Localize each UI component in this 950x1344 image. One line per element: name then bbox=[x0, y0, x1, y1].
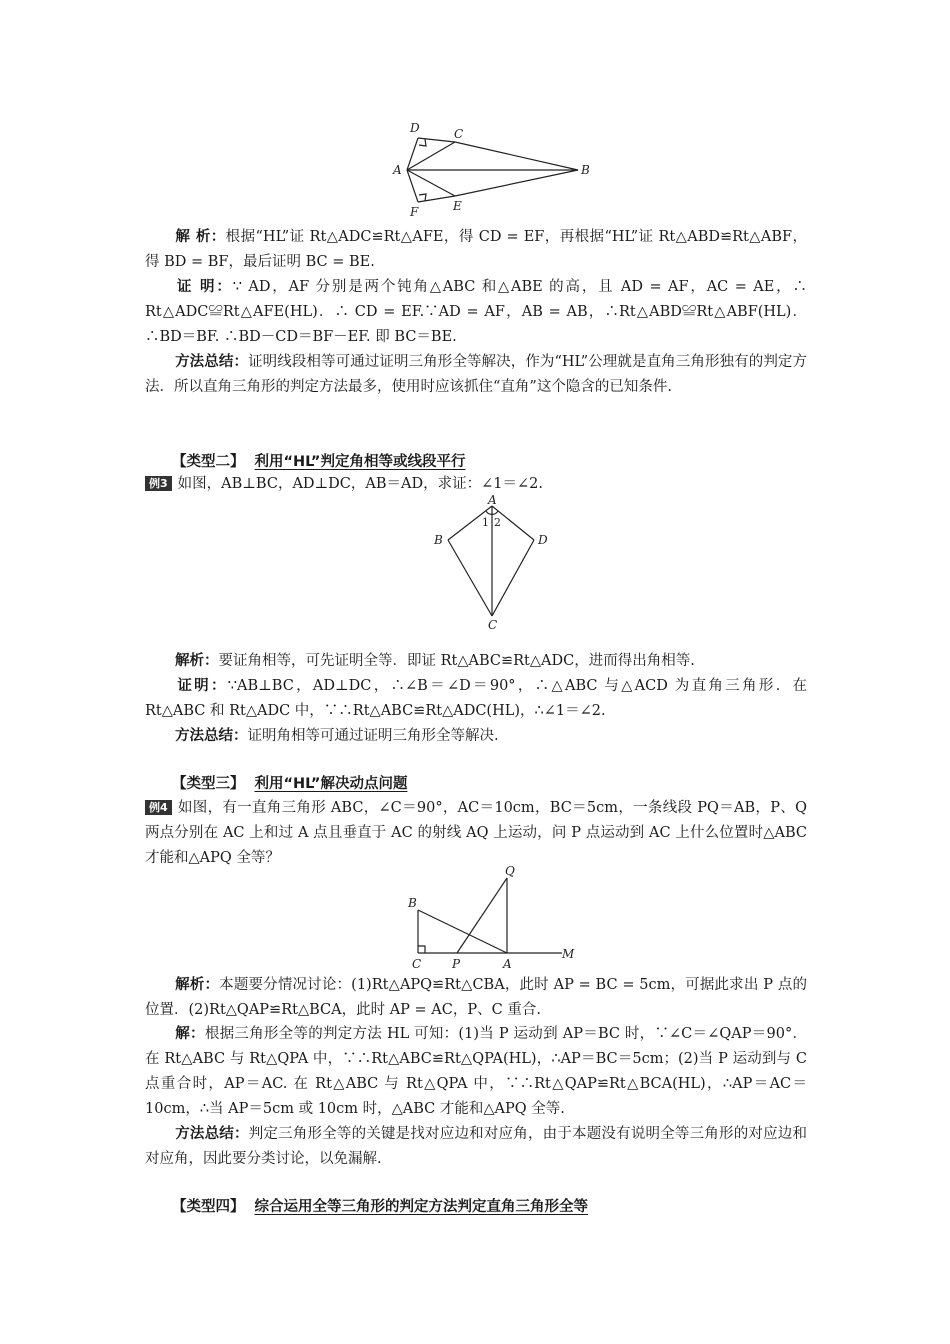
type3-tag: 【类型三】 bbox=[172, 776, 245, 792]
type3-title: 利用“HL”解决动点问题 bbox=[254, 776, 408, 792]
fig1-label-a: A bbox=[393, 163, 402, 177]
fig1-label-d: D bbox=[410, 121, 420, 135]
fig4-label-m: M bbox=[562, 947, 575, 961]
type2-title: 利用“HL”判定角相等或线段平行 bbox=[254, 454, 466, 470]
ex4-solution-label: 解： bbox=[175, 1026, 205, 1042]
type2-tag: 【类型二】 bbox=[172, 454, 245, 470]
figure-dynamic-point bbox=[404, 864, 580, 974]
ex2-proof-label: 证 明： bbox=[175, 279, 233, 295]
fig4-label-a: A bbox=[503, 957, 512, 971]
ex4-summary-label: 方法总结： bbox=[175, 1126, 249, 1142]
type4-title: 综合运用全等三角形的判定方法判定直角三角形全等 bbox=[254, 1199, 588, 1215]
ex3-question-text: 如图，AB⊥BC，AD⊥DC，AB＝AD，求证：∠1＝∠2. bbox=[177, 476, 543, 492]
figure-kite-abc-abe bbox=[390, 118, 600, 222]
figure-kite-abcd bbox=[428, 494, 558, 632]
ex4-summary-text: 判定三角形全等的关键是找对应边和对应角，由于本题没有说明全等三角形的对应边和对应角，因此要分类讨论，以免漏解. bbox=[145, 1126, 807, 1167]
ex3-proof-text: ∵AB⊥BC，AD⊥DC，∴∠B＝∠D＝90°，∴△ABC 与△ACD 为直角三角形．在 Rt△ABC 和 Rt△ADC 中，∵∴Rt△ABC≌Rt△ADC(HL)，∴∠1＝∠2. bbox=[145, 678, 808, 719]
ex2-summary bbox=[145, 350, 807, 400]
type4-heading bbox=[172, 1196, 588, 1218]
fig4-label-c: C bbox=[412, 957, 422, 971]
fig1-label-f: F bbox=[410, 205, 419, 219]
fig3-angle-2: 2 bbox=[494, 516, 501, 529]
fig3-label-a: A bbox=[488, 494, 497, 507]
fig3-angle-1: 1 bbox=[482, 516, 489, 529]
ex4-summary bbox=[145, 1122, 807, 1172]
ex2-proof bbox=[145, 275, 807, 350]
fig1-label-e: E bbox=[453, 199, 462, 213]
fig1-label-b: B bbox=[581, 163, 590, 177]
fig1-label-c: C bbox=[454, 127, 464, 141]
fig4-label-q: Q bbox=[505, 864, 515, 878]
fig3-label-d: D bbox=[538, 533, 548, 547]
ex2-analysis bbox=[145, 225, 807, 275]
ex3-analysis bbox=[145, 649, 807, 674]
fig4-label-b: B bbox=[408, 896, 417, 910]
ex3-summary-text: 证明角相等可通过证明三角形全等解决. bbox=[247, 728, 499, 744]
ex4-analysis-text: 本题要分情况讨论：(1)Rt△APQ≌Rt△CBA，此时 AP = BC = 5cm，可据此求出 P 点的位置．(2)Rt△QAP≌Rt△BCA，此时 AP = AC，P、C 重合. bbox=[145, 977, 807, 1018]
ex3-analysis-text: 要证角相等，可先证明全等．即证 Rt△ABC≌Rt△ADC，进而得出角相等. bbox=[218, 653, 695, 669]
type2-heading bbox=[172, 451, 465, 473]
ex4-analysis bbox=[145, 973, 807, 1023]
ex2-analysis-label: 解 析： bbox=[175, 229, 226, 245]
fig3-label-c: C bbox=[488, 618, 498, 632]
ex3-summary-label: 方法总结： bbox=[175, 728, 248, 744]
type3-heading bbox=[172, 773, 407, 795]
ex2-proof-text: ∵ AD，AF 分别是两个钝角△ABC 和△ABE 的高，且 AD = AF，AC = AE，∴ Rt△ADC≌Rt△AFE(HL)．∴ CD = EF.∵AD = AF，AB = AB，∴Rt△ABD≌Rt△ABF(HL)．∴BD＝BF. ∴BD－CD＝BF－EF. 即 BC＝BE. bbox=[145, 279, 807, 345]
ex2-summary-label: 方法总结： bbox=[175, 354, 249, 370]
ex4-badge: 例4 bbox=[145, 800, 172, 815]
ex4-question-text: 如图，有一直角三角形 ABC，∠C＝90°，AC＝10cm，BC＝5cm，一条线段 PQ＝AB，P、Q 两点分别在 AC 上和过 A 点且垂直于 AC 的射线 AQ 上运动，问 P 点运动到 AC 上什么位置时△ABC 才能和△APQ 全等？ bbox=[145, 800, 807, 866]
ex3-summary bbox=[145, 724, 807, 749]
fig4-label-p: P bbox=[452, 957, 461, 971]
ex4-analysis-label: 解析： bbox=[175, 977, 220, 993]
ex3-proof-label: 证明： bbox=[175, 678, 228, 694]
fig3-label-b: B bbox=[434, 533, 443, 547]
ex4-question bbox=[145, 796, 807, 871]
ex3-analysis-label: 解析： bbox=[175, 653, 219, 669]
ex3-badge: 例3 bbox=[145, 476, 172, 491]
type4-tag: 【类型四】 bbox=[172, 1199, 245, 1215]
ex3-proof bbox=[145, 674, 807, 724]
ex2-summary-text: 证明线段相等可通过证明三角形全等解决，作为“HL”公理就是直角三角形独有的判定方法．所以直角三角形的判定方法最多，使用时应该抓住“直角”这个隐含的已知条件. bbox=[145, 354, 808, 395]
ex2-analysis-text: 根据“HL”证 Rt△ADC≌Rt△AFE，得 CD = EF，再根据“HL”证 Rt△ABD≌Rt△ABF，得 BD = BF，最后证明 BC = BE. bbox=[145, 229, 807, 270]
ex4-solution bbox=[145, 1022, 807, 1122]
ex4-solution-text: 根据三角形全等的判定方法 HL 可知：(1)当 P 运动到 AP＝BC 时，∵∠C＝∠QAP＝90°．在 Rt△ABC 与 Rt△QPA 中，∵∴Rt△ABC≌Rt△QPA(HL)，∴AP＝BC＝5cm；(2)当 P 运动到与 C 点重合时，AP＝AC. 在 Rt△ABC 与 Rt△QPA 中，∵∴Rt△QAP≌Rt△BCA(HL)，∴AP＝AC＝10cm，∴当 AP＝5cm 或 10cm 时，△ABC 才能和△APQ 全等. bbox=[145, 1026, 808, 1117]
